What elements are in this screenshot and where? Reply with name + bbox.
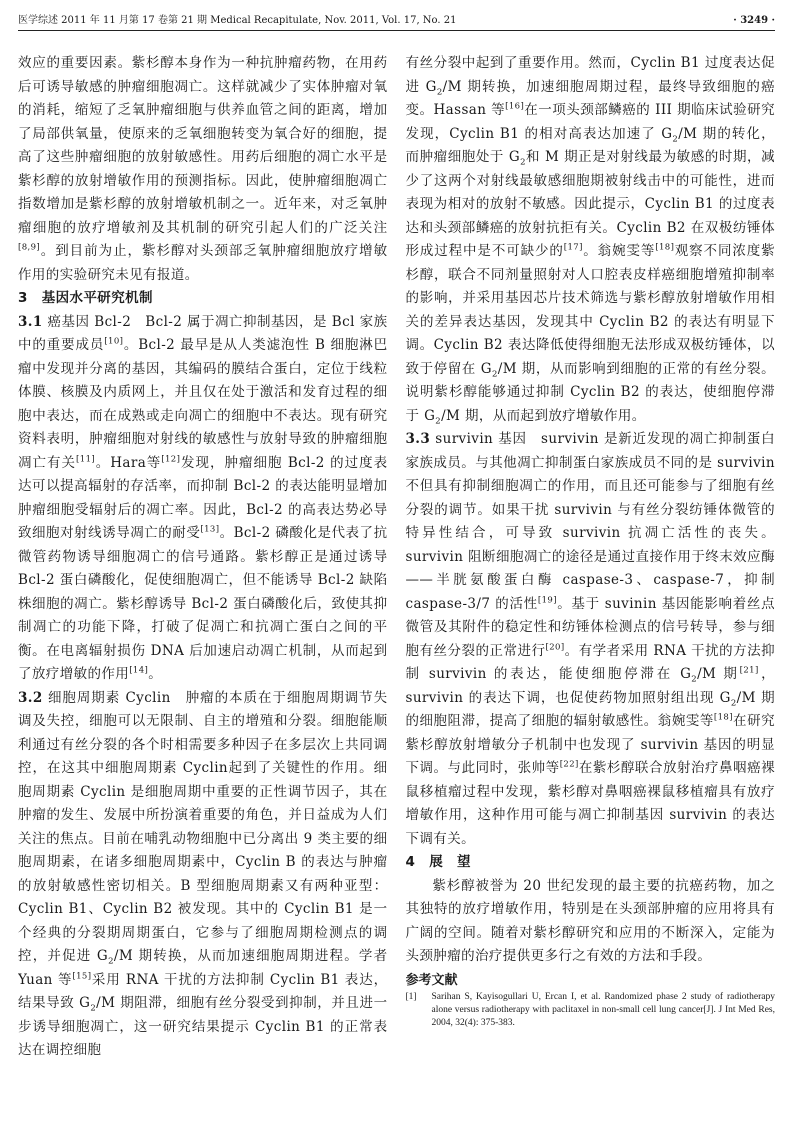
- outlook-paragraph: 紫杉醇被誉为 20 世纪发现的最主要的抗癌药物，加之其独特的放疗增敏作用，特别是在头颈部肿瘤的应用将具有广阔的空间。随着对紫杉醇研究和应用的不断深入，定能为头颈肿瘤的治疗提供更多行之有效的方法和手段。: [405, 877, 775, 964]
- right-column: [406, 52, 776, 1134]
- section-heading-3: 3 基因水平研究机制: [18, 290, 153, 306]
- subsection-number: 3.3: [405, 431, 431, 447]
- citation: [15]: [72, 971, 92, 981]
- citation: [22]: [559, 759, 579, 770]
- reference-item: [406, 991, 776, 1030]
- citation: [19]: [537, 595, 557, 605]
- citation: [13]: [200, 524, 220, 535]
- citation: [20]: [545, 642, 565, 652]
- citation: [21]: [739, 665, 759, 676]
- citation: [16]: [505, 101, 525, 112]
- citation: [12]: [161, 454, 181, 464]
- section-3-2: 3.2 细胞周期素 Cyclin 肿瘤的本质在于细胞周期调节失调及失控，细胞可以无限制、自主的增殖和分裂。细胞能顺利通过有丝分裂的各个时相需要多种因子在多层次上共同调控，在这其中细胞周期素 Cyclin起到了关键性的作用。细胞周期素 Cyclin 是细胞周期中重要的正性调节因子，其在肿瘤的发生、发展中所扮演着重要的角色，并日益成为人们关注的焦点。目前在哺乳动物细胞中已分离出 9 类主要的细胞周期素，在诸多细胞周期素中，Cyclin B 的表达与肿瘤的放射敏感性密切相关。B 型细胞周期素又有两种亚型：Cyclin B1、Cyclin B2 被发现。其中的 Cyclin B1 是一个经典的分裂期周期蛋白，它参与了细胞周期检测点的调控，并促进 $G_2/M$ 期转换，从而加速细胞周期进程。学者 Yuan 等[15]采用 RNA 干扰的方法抑制 Cyclin B1 表达，结果导致 $G_2/M$ 期阻滞，细胞有丝分裂受到抑制，并且进一步诱导细胞凋亡，这一研究结果提示 Cyclin B1 的正常表达在调控细胞: [18, 689, 388, 1058]
- references-heading: 参考文献: [405, 972, 458, 988]
- citation: [11]: [76, 454, 96, 464]
- article-body: [18, 52, 775, 1134]
- citation: [18]: [713, 712, 733, 723]
- section-heading-4: 4 展 望: [405, 854, 471, 870]
- section-3-1: 3.1 癌基因 Bcl-2 Bcl-2 属于凋亡抑制基因，是 Bcl 家族中的重要成员[10]。Bcl-2 最早是从人类滤泡性 B 细胞淋巴瘤中发现并分离的基因，其编码的膜结合蛋白，定位于线粒体膜、核膜及内质网上，并且仅在处于激活和发育过程的细胞中表达，而在成熟或走向凋亡的细胞中不表达。现有研究资料表明，肿瘤细胞对射线的敏感性与放射导致的肿瘤细胞凋亡有关[11]。Hara等[12]发现，肿瘤细胞 Bcl-2 的过度表达可以提高辐射的存活率，而抑制 Bcl-2 的表达能明显增加肿瘤细胞受辐射后的凋亡率。因此，Bcl-2 的高表达势必导致细胞对射线诱导凋亡的耐受[13]。Bcl-2 磷酸化是代表了抗微管药物诱导细胞凋亡的信号通路。紫杉醇正是通过诱导 Bcl-2 蛋白磷酸化，促使细胞凋亡，但不能诱导 Bcl-2 缺陷株细胞的凋亡。紫杉醇诱导 Bcl-2 蛋白磷酸化后，致使其抑制凋亡的功能下降，打破了促凋亡和抗凋亡蛋白之间的平衡。在电离辐射损伤 DNA 后加速启动凋亡机制，从而起到了放疗增敏的作用[14]。: [18, 313, 388, 682]
- citation: [8,9]: [18, 242, 41, 253]
- citation: [17]: [563, 242, 583, 253]
- reference-number: [1]: [405, 991, 417, 1002]
- paragraph-cyclin-b: 有丝分裂中起到了重要作用。然而，Cyclin B1 过度表达促进 $G_2/M$ 期转换，加速细胞周期过程，最终导致细胞的癌变。Hassan 等[16]在一项头颈部鳞癌的 III 期临床试验研究发现，Cyclin B1 的相对高表达加速了 $G_2/M$ 期的转化，而肿瘤细胞处于 $G_2$和 M 期正是对射线最为敏感的时期，减少了这两个对射线最敏感细胞期被射线击中的可能性，进而表现为相对的放射不敏感。因此提示，Cyclin B1 的过度表达和头颈部鳞癌的放射抗拒有关。Cyclin B2 在双极纺锤体形成过程中是不可缺少的[17]。翁婉雯等[18]观察不同浓度紫杉醇，联合不同剂量照射对人口腔表皮样癌细胞增殖抑制率的影响，并采用基因芯片技术筛选与紫杉醇放射增敏作用相关的差异表达基因，发现其中 Cyclin B2 的表达有明显下调。Cyclin B2 表达降低使得细胞无法形成双极纺锤体，以致于停留在 $G_2/M$ 期，从而影响到细胞的正常的有丝分裂。说明紫杉醇能够通过抑制 Cyclin B2 的表达，使细胞停滞于 $G_2/M$ 期，从而起到放疗增敏作用。: [405, 55, 775, 427]
- left-column: [18, 52, 388, 1134]
- journal-citation: 医学综述 2011 年 11 月第 17 卷第 21 期 Medical Recapitulate, Nov. 2011, Vol. 17, No. 21: [18, 15, 457, 26]
- reference-text: Sarihan S, Kayisogullari U, Ercan I, et al. Randomized phase 2 study of radiotherapy alone versus radiotherapy with paclitaxel in non-small cell lung cancer[J]. J Int Med Res, 2004, 32(4): 375-383.: [431, 991, 775, 1028]
- paragraph-apoptosis: 效应的重要因素。紫杉醇本身作为一种抗肿瘤药物，在用药后可诱导敏感的肿瘤细胞凋亡。这样就减少了实体肿瘤对氧的消耗，缩短了乏氧肿瘤细胞与供养血管之间的距离，增加了局部供氧量，使原来的乏氧细胞转变为氧合好的细胞，提高了这些肿瘤细胞的放射敏感性。用药后细胞的凋亡水平是紫杉醇的放射增敏作用的预测指标。因此，使肿瘤细胞凋亡指数增加是紫杉醇的放射增敏机制之一。近年来，对乏氧肿瘤细胞的放疗增敏剂及其机制的研究引起人们的广泛关注[8,9]。到目前为止，紫杉醇对头颈部乏氧肿瘤细胞放疗增敏作用的实验研究未见有报道。: [18, 55, 388, 283]
- page-number: · 3249 ·: [733, 15, 775, 26]
- subsection-number: 3.1: [18, 313, 43, 330]
- subsection-number: 3.2: [18, 689, 43, 706]
- section-3-3: 3.3 survivin 基因 survivin 是新近发现的凋亡抑制蛋白家族成员。与其他凋亡抑制蛋白家族成员不同的是 survivin 不但具有抑制细胞凋亡的作用，而且还可能参与了细胞有丝分裂的调节。如果干扰 survivin 与有丝分裂纺锤体微管的特异性结合，可导致 survivin 抗凋亡活性的丧失。survivin 阻断细胞凋亡的途径是通过直接作用于终末效应酶——半胱氨酸蛋白酶 caspase-3、caspase-7，抑制 caspase-3/7 的活性[19]。基于 suvinin 基因能影响着丝点微管及其附件的稳定性和纺锤体检测点的信号转导，参与细胞有丝分裂的正常进行[20]。有学者采用 RNA 干扰的方法抑制 survivin 的表达，能使细胞停滞在 $G_2/M$ 期[21]，survivin 的表达下调，也促使药物加照射组出现 $G_2/M$ 期的细胞阻滞，提高了细胞的辐射敏感性。翁婉雯等[18]在研究紫杉醇放射增敏分子机制中也发现了 survivin 基因的明显下调。与此同时，张帅等[22]在紫杉醇联合放射治疗鼻咽癌裸鼠移植瘤过程中发现，紫杉醇对鼻咽癌裸鼠移植瘤具有放疗增敏作用，这种作用可能与凋亡抑制基因 survivin 的表达下调有关。: [405, 431, 775, 847]
- citation: [18]: [655, 242, 675, 253]
- running-header: [18, 6, 775, 31]
- citation: [14]: [129, 665, 149, 676]
- citation: [10]: [104, 336, 124, 347]
